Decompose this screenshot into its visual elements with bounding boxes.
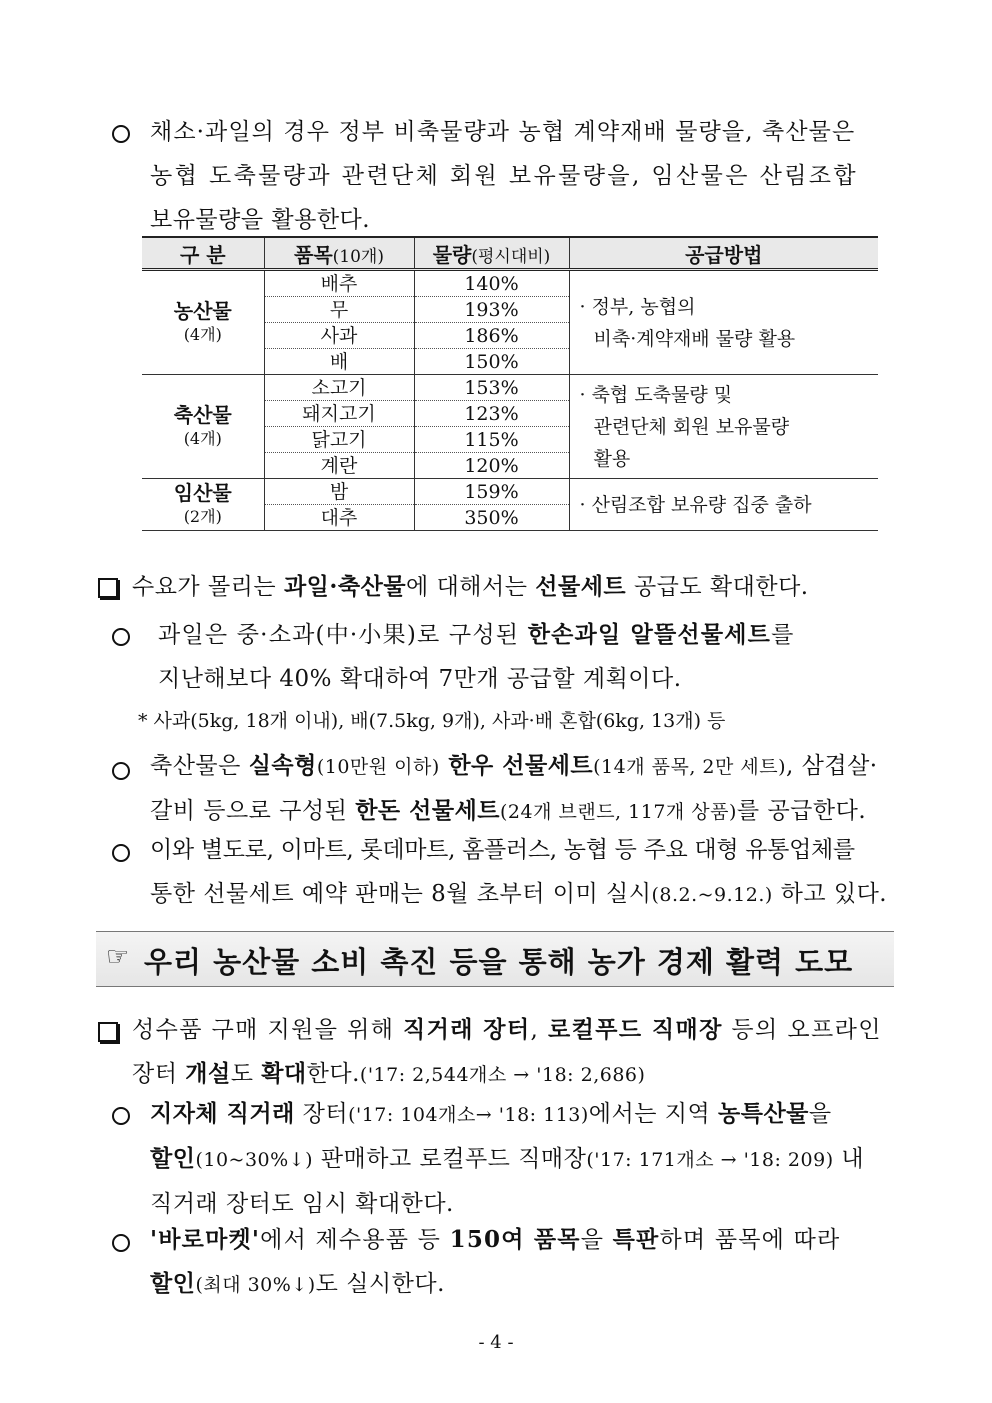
circle-bullet — [112, 844, 130, 862]
header-method: 공급방법 — [569, 237, 878, 270]
item-cell: 사과 — [264, 323, 414, 349]
method-cell: · 산림조합 보유량 집중 출하 — [569, 479, 878, 531]
page-number: - 4 - — [478, 1332, 514, 1353]
paragraph-baro-market — [150, 1218, 898, 1307]
table-row — [142, 270, 878, 297]
text-line: 장터 개설도 확대한다.('17: 2,544개소 → '18: 2,686) — [132, 1060, 646, 1087]
text-line: 직거래 장터도 임시 확대한다. — [150, 1191, 454, 1217]
qty-cell: 186% — [414, 323, 569, 349]
qty-cell: 123% — [414, 401, 569, 427]
method-cell: · 축협 도축물량 및 관련단체 회원 보유물량 활용 — [569, 375, 878, 479]
item-cell: 계란 — [264, 453, 414, 479]
text-line: 채소·과일의 경우 정부 비축물량과 농협 계약재배 물량을, 축산물은 — [150, 119, 856, 145]
text-line: 수요가 몰리는 과일·축산물에 대해서는 선물세트 공급도 확대한다. — [132, 573, 809, 600]
qty-cell: 193% — [414, 297, 569, 323]
item-cell: 무 — [264, 297, 414, 323]
circle-bullet — [112, 628, 130, 646]
qty-cell: 159% — [414, 479, 569, 505]
text-line: 할인(10~30%↓) 판매하고 로컬푸드 직매장('17: 171개소 → '18: 209) 내 — [150, 1145, 865, 1172]
qty-cell: 120% — [414, 453, 569, 479]
category-cell: 축산물 (4개) — [142, 375, 264, 479]
paragraph-supply-source — [150, 110, 895, 242]
text-line: '바로마켓'에서 제수용품 등 150여 품목을 특판하며 품목에 따라 — [150, 1226, 841, 1253]
category-cell: 농산물 (4개) — [142, 270, 264, 375]
paragraph-fruit-gift-set — [158, 613, 898, 701]
header-item: 품목(10개) — [264, 237, 414, 270]
item-cell: 대추 — [264, 505, 414, 531]
item-cell: 돼지고기 — [264, 401, 414, 427]
text-line: 이와 별도로, 이마트, 롯데마트, 홈플러스, 농협 등 주요 대형 유통업체를 — [150, 837, 855, 863]
text-line: 과일은 중·소과(中·小果)로 구성된 한손과일 알뜰선물세트를 — [158, 621, 795, 648]
table-row — [142, 375, 878, 401]
text-line: 갈비 등으로 구성된 한돈 선물세트(24개 브랜드, 117개 상품)를 공급한다. — [150, 797, 867, 824]
square-bullet — [98, 578, 118, 598]
section-heading-bar — [96, 931, 894, 987]
footnote-fruit-sets: * 사과(5kg, 18개 이내), 배(7.5kg, 9개), 사과·배 혼합(6kg, 13개) 등 — [138, 710, 726, 732]
text-line: 지난해보다 40% 확대하여 7만개 공급할 계획이다. — [158, 666, 682, 692]
qty-cell: 140% — [414, 270, 569, 297]
paragraph-gift-set-supply — [132, 565, 892, 609]
text-line: 통한 선물세트 예약 판매는 8월 초부터 이미 실시(8.2.~9.12.) 하고 있다. — [150, 881, 888, 907]
circle-bullet — [112, 125, 130, 143]
header-category: 구 분 — [142, 237, 264, 270]
category-cell: 임산물 (2개) — [142, 479, 264, 531]
item-cell: 닭고기 — [264, 427, 414, 453]
table-header-row — [142, 237, 878, 270]
paragraph-direct-market — [132, 1008, 897, 1097]
item-cell: 배 — [264, 349, 414, 375]
circle-bullet — [112, 1234, 130, 1252]
paragraph-retail-presale — [150, 828, 898, 917]
circle-bullet — [112, 1107, 130, 1125]
supply-table — [142, 236, 878, 531]
text-line: 할인(최대 30%↓)도 실시한다. — [150, 1270, 445, 1297]
text-line: 축산물은 실속형(10만원 이하) 한우 선물세트(14개 품목, 2만 세트), 삼겹살· — [150, 752, 878, 779]
text-line: 농협 도축물량과 관련단체 회원 보유물량을, 임산물은 산림조합 — [150, 163, 859, 189]
text-line: 보유물량을 활용한다. — [150, 207, 371, 233]
square-bullet — [98, 1022, 118, 1042]
method-cell: · 정부, 농협의 비축·계약재배 물량 활용 — [569, 270, 878, 375]
item-cell: 배추 — [264, 270, 414, 297]
qty-cell: 150% — [414, 349, 569, 375]
item-cell: 밤 — [264, 479, 414, 505]
table-row — [142, 479, 878, 505]
header-quantity: 물량(평시대비) — [414, 237, 569, 270]
paragraph-local-direct-sales — [150, 1092, 898, 1226]
qty-cell: 153% — [414, 375, 569, 401]
circle-bullet — [112, 762, 130, 780]
text-line: 성수품 구매 지원을 위해 직거래 장터, 로컬푸드 직매장 등의 오프라인 — [132, 1016, 882, 1043]
item-cell: 소고기 — [264, 375, 414, 401]
section-title: 우리 농산물 소비 촉진 등을 통해 농가 경제 활력 도모 — [144, 945, 854, 979]
text-line: 지자체 직거래 장터('17: 104개소→ '18: 113)에서는 지역 농특산물을 — [150, 1100, 832, 1127]
qty-cell: 115% — [414, 427, 569, 453]
qty-cell: 350% — [414, 505, 569, 531]
paragraph-livestock-gift-set — [150, 744, 898, 834]
pointing-hand-icon: ☞ — [106, 942, 130, 972]
